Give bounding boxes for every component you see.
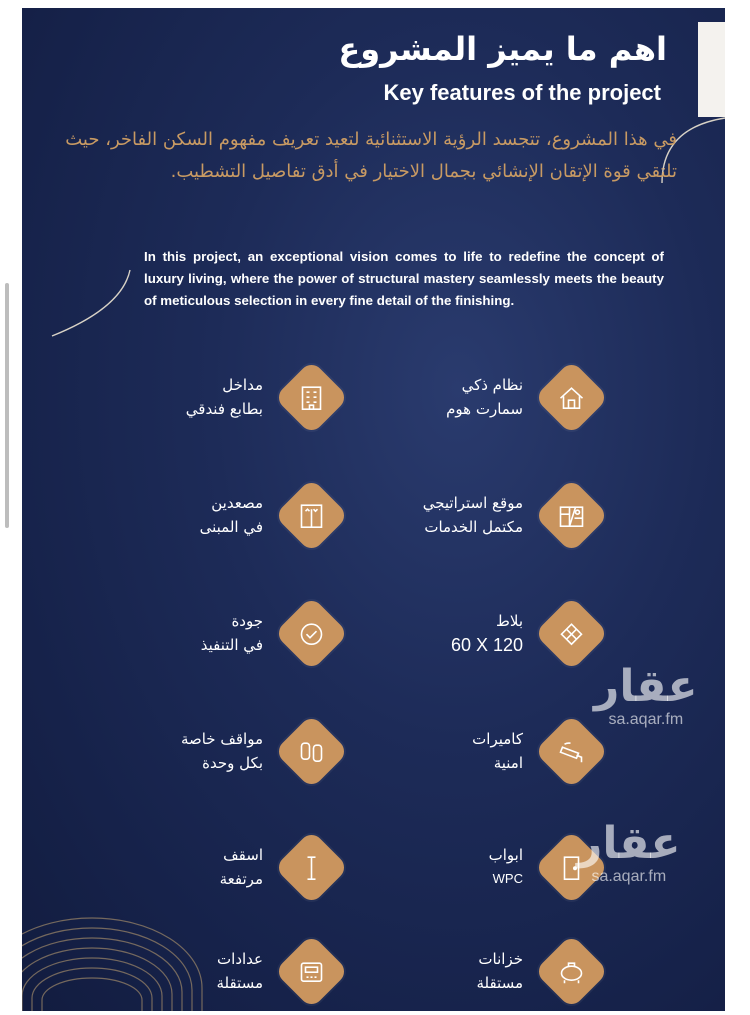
water-tank-icon (534, 934, 609, 1009)
feature-line-1: كاميرات (472, 730, 523, 748)
feature-poster (22, 8, 725, 1011)
feature-wpc-doors (344, 832, 604, 902)
feature-line-2: WPC (492, 871, 523, 886)
feature-security-cameras (344, 716, 604, 786)
feature-line-1: عدادات (217, 950, 263, 968)
feature-line-1: بلاط (496, 612, 523, 630)
feature-line-1: جودة (231, 612, 263, 630)
feature-line-1: اسقف (223, 846, 263, 864)
feature-line-2: امنية (493, 754, 523, 772)
building-entrance-icon (274, 360, 349, 435)
page-corner-tab (698, 22, 725, 117)
feature-quality (84, 598, 344, 668)
feature-line-1: مصعدين (211, 494, 263, 512)
title-arabic: اهم ما يميز المشروع (338, 30, 667, 68)
elevator-icon (274, 478, 349, 553)
smart-home-icon (534, 360, 609, 435)
watermark-url: sa.aqar.fm (608, 711, 684, 728)
tiles-icon (534, 596, 609, 671)
feature-line-2: في التنفيذ (200, 636, 263, 654)
feature-independent-tanks (344, 936, 604, 1006)
watermark-bottom (577, 820, 681, 886)
feature-strategic-location (344, 480, 604, 550)
feature-line-2: بطابع فندقي (185, 400, 263, 418)
feature-line-1: مواقف خاصة (180, 730, 263, 748)
feature-line-2: في المبنى (199, 518, 263, 536)
title-english: Key features of the project (383, 80, 661, 105)
feature-line-1: خزانات (478, 950, 523, 968)
feature-independent-meters (84, 936, 344, 1006)
feature-line-1: مداخل (222, 376, 263, 394)
intro-arabic: في هذا المشروع، تتجسد الرؤية الاستثنائية لتعيد تعريف مفهوم السكن الفاخر، حيث تلتقي قوة الإتقان الإنشائي بجمال الاختيار في أدق تفاصيل التشطيب. (65, 129, 677, 182)
feature-line-1: نظام ذكي (461, 376, 523, 394)
feature-elevators (84, 480, 344, 550)
watermark-logo: عقار (594, 661, 698, 712)
feature-line-2: بكل وحدة (202, 754, 263, 772)
feature-line-2: مستقلة (216, 974, 263, 992)
feature-private-parking (84, 716, 344, 786)
watermark-top (594, 663, 698, 729)
intro-english: In this project, an exceptional vision comes to life to redefine the concept of luxury living, where the power of structural mastery seamlessly meets the beauty of meticulous selection in every fine detail of the finishing. (144, 249, 664, 308)
ceiling-height-icon (274, 830, 349, 905)
feature-smart-home (344, 362, 604, 432)
watermark-logo: عقار (577, 818, 681, 869)
watermark-url: sa.aqar.fm (591, 868, 667, 885)
feature-tiles (344, 598, 604, 668)
feature-line-2: مكتمل الخدمات (424, 518, 523, 536)
feature-line-2: 60 X 120 (450, 635, 523, 655)
feature-line-2: سمارت هوم (446, 400, 523, 418)
meter-icon (274, 934, 349, 1009)
feature-high-ceilings (84, 832, 344, 902)
scrollbar[interactable] (5, 283, 9, 528)
parking-cars-icon (274, 714, 349, 789)
feature-line-1: ابواب (488, 846, 523, 864)
feature-line-1: موقع استراتيجي (422, 494, 523, 512)
feature-hotel-entrances (84, 362, 344, 432)
feature-line-2: مرتفعة (219, 870, 263, 888)
map-location-icon (534, 478, 609, 553)
feature-line-2: مستقلة (476, 974, 523, 992)
quality-seal-icon (274, 596, 349, 671)
